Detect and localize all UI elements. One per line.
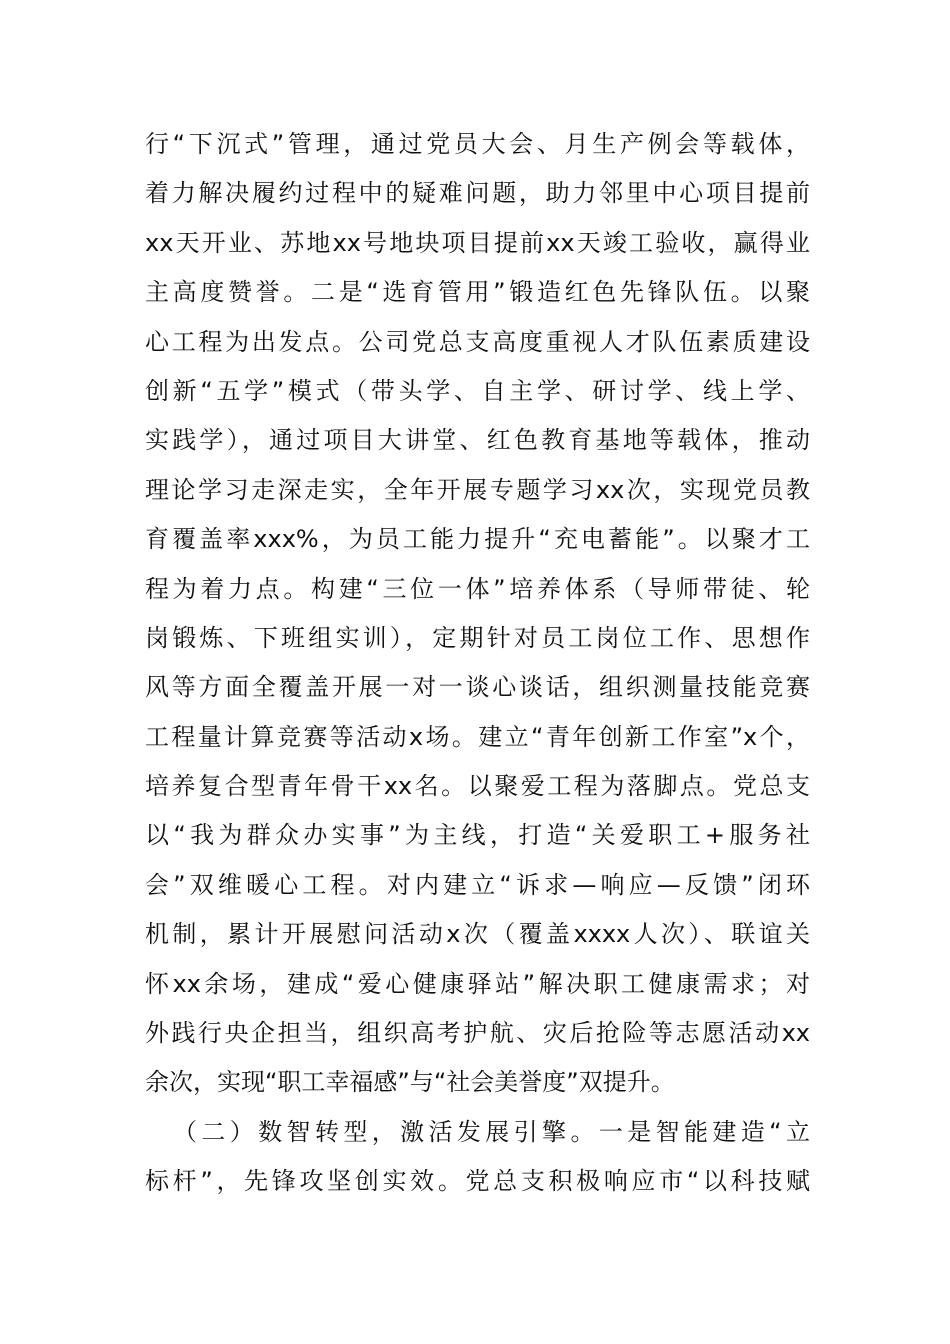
- text-line: 标杆”，先锋攻坚创实效。党总支积极响应市“以科技赋: [145, 1167, 810, 1196]
- paragraph-end-line: 余次，实现“职工幸福感”与“社会美誉度”双提升。: [145, 1068, 675, 1097]
- text-line: 程为着力点。构建“三位一体”培养体系（导师带徒、轮: [145, 574, 810, 603]
- text-line: 外践行央企担当，组织高考护航、灾后抢险等志愿活动xx: [145, 1019, 810, 1048]
- text-line: 工程量计算竞赛等活动x场。建立“青年创新工作室”x个，: [145, 722, 810, 751]
- text-line: 创新“五学”模式（带头学、自主学、研讨学、线上学、: [145, 376, 810, 405]
- text-line: 理论学习走深走实，全年开展专题学习xx次，实现党员教: [145, 475, 810, 504]
- document-body: [145, 120, 810, 1207]
- text-line: 育覆盖率xxx%，为员工能力提升“充电蓄能”。以聚才工: [145, 525, 810, 554]
- text-line: 行“下沉式”管理，通过党员大会、月生产例会等载体，: [145, 130, 810, 158]
- text-line: 岗锻炼、下班组实训），定期针对员工岗位工作、思想作: [145, 623, 810, 652]
- text-line: xx天开业、苏地xx号地块项目提前xx天竣工验收，赢得业: [145, 228, 810, 257]
- text-line: 风等方面全覆盖开展一对一谈心谈话，组织测量技能竞赛: [145, 673, 810, 702]
- text-line: 怀xx余场，建成“爱心健康驿站”解决职工健康需求；对: [145, 969, 810, 998]
- text-line: 会”双维暖心工程。对内建立“诉求—响应—反馈”闭环: [145, 870, 810, 899]
- text-line: 心工程为出发点。公司党总支高度重视人才队伍素质建设: [145, 327, 810, 356]
- text-line: 实践学），通过项目大讲堂、红色教育基地等载体，推动: [145, 426, 810, 455]
- text-line: 着力解决履约过程中的疑难问题，助力邻里中心项目提前: [145, 179, 810, 208]
- text-line: 培养复合型青年骨干xx名。以聚爱工程为落脚点。党总支: [145, 772, 810, 801]
- text-line: 以“我为群众办实事”为主线，打造“关爱职工+服务社: [145, 821, 810, 850]
- text-line: 主高度赞誉。二是“选育管用”锻造红色先锋队伍。以聚: [145, 278, 810, 307]
- section-heading-line: （二）数智转型，激活发展引擎。一是智能建造“立: [173, 1117, 810, 1146]
- text-line: 机制，累计开展慰问活动x次（覆盖xxxx人次）、联谊关: [145, 920, 810, 949]
